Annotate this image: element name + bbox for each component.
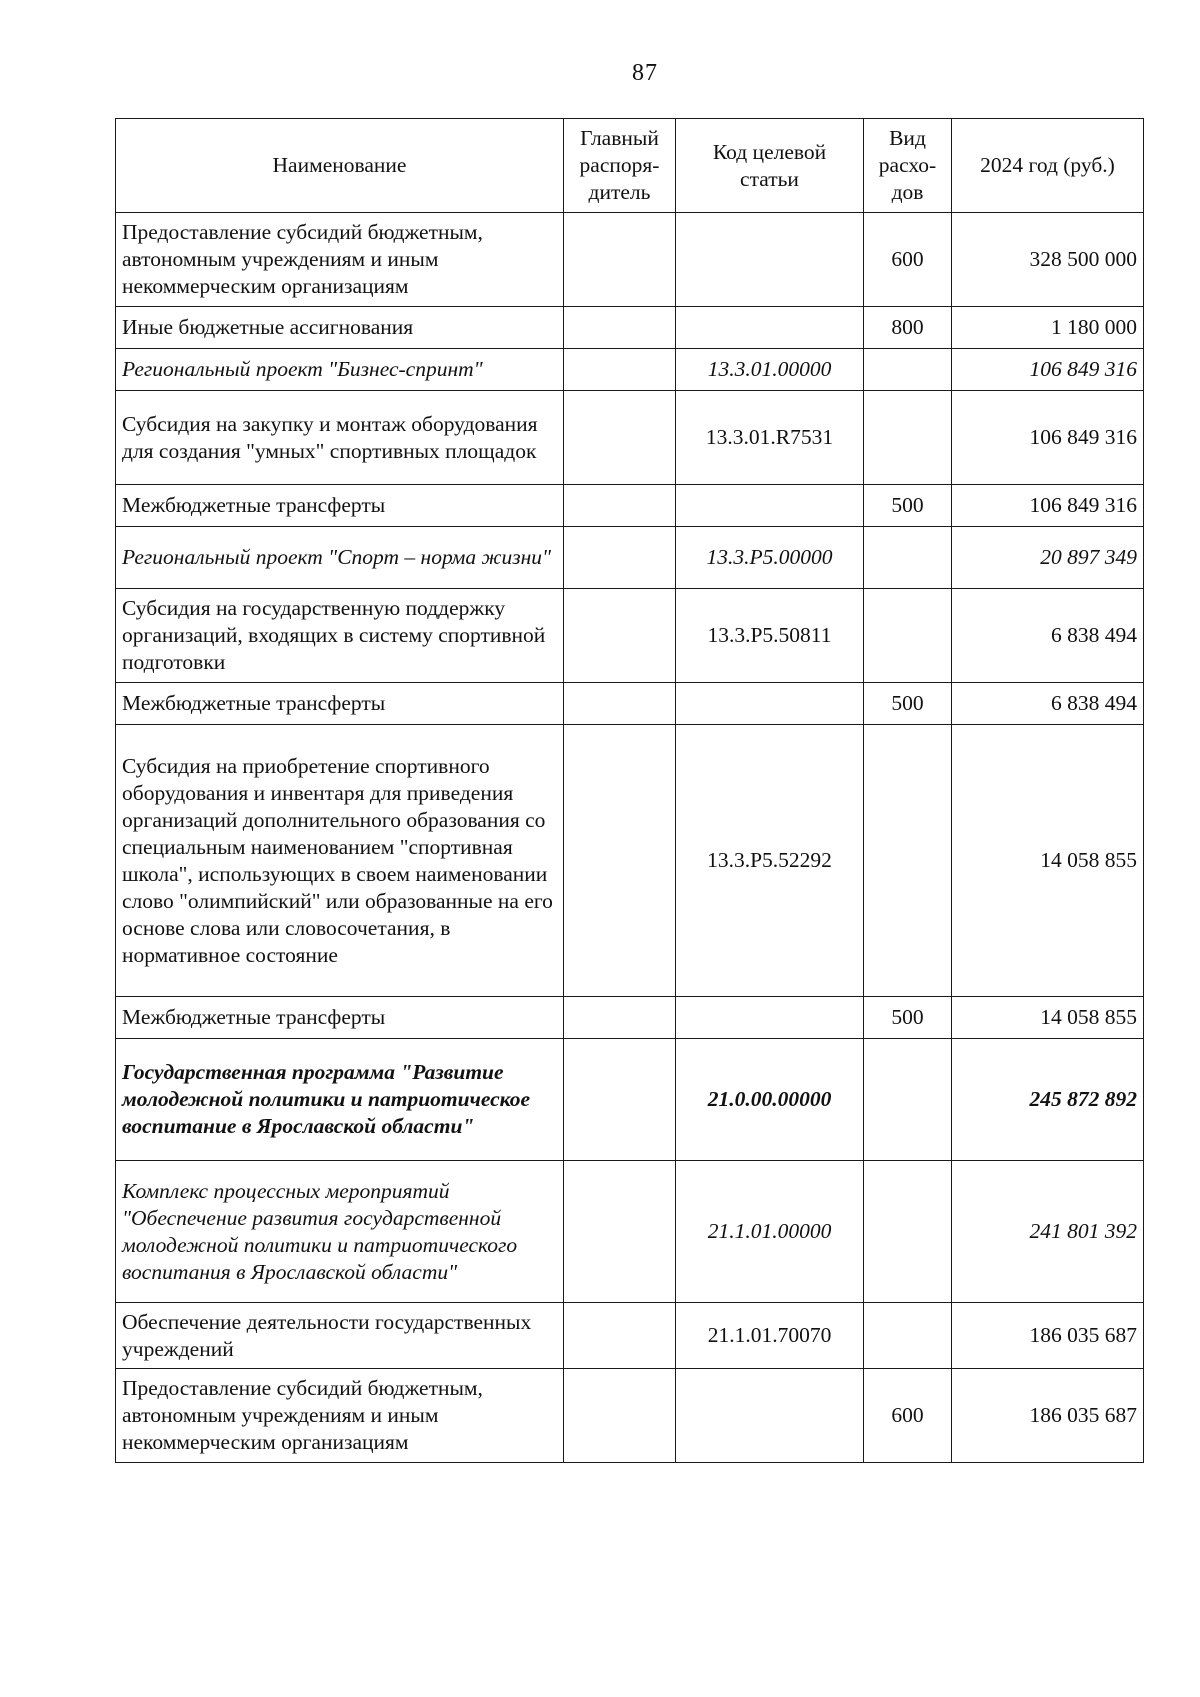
cell-kind: 500 (864, 683, 952, 725)
cell-kind: 600 (864, 213, 952, 307)
cell-manager (564, 307, 676, 349)
page-number: 87 (632, 60, 658, 86)
cell-manager (564, 1303, 676, 1369)
cell-name: Государственная программа "Развитие молодежной политики и патриотическое воспитание в Ярославской области" (116, 1039, 564, 1161)
cell-manager (564, 213, 676, 307)
cell-manager (564, 725, 676, 997)
table-row (116, 307, 1144, 349)
cell-name: Комплекс процессных мероприятий "Обеспечение развития государственной молодежной политики и патриотического воспитания в Ярославской области" (116, 1161, 564, 1303)
cell-code (676, 307, 864, 349)
cell-amount: 328 500 000 (952, 213, 1144, 307)
header-row (116, 119, 1144, 213)
cell-amount: 14 058 855 (952, 997, 1144, 1039)
cell-code (676, 485, 864, 527)
cell-code: 21.0.00.00000 (676, 1039, 864, 1161)
cell-amount: 186 035 687 (952, 1303, 1144, 1369)
cell-manager (564, 1039, 676, 1161)
cell-manager (564, 1161, 676, 1303)
cell-amount: 106 849 316 (952, 349, 1144, 391)
cell-name: Межбюджетные трансферты (116, 997, 564, 1039)
table-row (116, 391, 1144, 485)
cell-code: 13.3.P5.00000 (676, 527, 864, 589)
cell-code (676, 683, 864, 725)
cell-manager (564, 589, 676, 683)
cell-manager (564, 683, 676, 725)
cell-code: 21.1.01.70070 (676, 1303, 864, 1369)
table-body (116, 213, 1144, 1463)
cell-kind: 800 (864, 307, 952, 349)
cell-name: Предоставление субсидий бюджетным, автономным учреждениям и иным некоммерческим организациям (116, 1369, 564, 1463)
cell-name: Региональный проект "Спорт – норма жизни" (116, 527, 564, 589)
table-row (116, 1039, 1144, 1161)
cell-amount: 245 872 892 (952, 1039, 1144, 1161)
cell-kind: 500 (864, 485, 952, 527)
table-row (116, 589, 1144, 683)
cell-name: Предоставление субсидий бюджетным, автономным учреждениям и иным некоммерческим организациям (116, 213, 564, 307)
header-name: Наименование (116, 119, 564, 213)
cell-amount: 106 849 316 (952, 391, 1144, 485)
cell-code (676, 997, 864, 1039)
table-row (116, 485, 1144, 527)
table-row (116, 997, 1144, 1039)
budget-table (115, 118, 1144, 1463)
cell-manager (564, 349, 676, 391)
table-row (116, 527, 1144, 589)
cell-kind (864, 527, 952, 589)
cell-manager (564, 391, 676, 485)
cell-kind (864, 1039, 952, 1161)
header-kind: Вид расхо-дов (864, 119, 952, 213)
cell-code: 13.3.01.00000 (676, 349, 864, 391)
cell-kind (864, 1303, 952, 1369)
cell-kind (864, 391, 952, 485)
cell-code: 13.3.P5.52292 (676, 725, 864, 997)
header-code: Код целевой статьи (676, 119, 864, 213)
cell-kind (864, 725, 952, 997)
cell-code (676, 213, 864, 307)
cell-name: Региональный проект "Бизнес-спринт" (116, 349, 564, 391)
cell-code (676, 1369, 864, 1463)
cell-manager (564, 485, 676, 527)
cell-name: Субсидия на государственную поддержку организаций, входящих в систему спортивной подготовки (116, 589, 564, 683)
cell-name: Межбюджетные трансферты (116, 485, 564, 527)
header-manager: Главный распоря-дитель (564, 119, 676, 213)
cell-name: Субсидия на закупку и монтаж оборудования для создания "умных" спортивных площадок (116, 391, 564, 485)
cell-manager (564, 527, 676, 589)
cell-manager (564, 997, 676, 1039)
cell-kind: 500 (864, 997, 952, 1039)
cell-name: Межбюджетные трансферты (116, 683, 564, 725)
cell-amount: 6 838 494 (952, 683, 1144, 725)
cell-name: Субсидия на приобретение спортивного оборудования и инвентаря для приведения организаций дополнительного образования со специальным наименованием "спортивная школа", использующих в своем наименовании слово "олимпийский" или образованные на его основе слова или словосочетания, в нормативное состояние (116, 725, 564, 997)
cell-amount: 241 801 392 (952, 1161, 1144, 1303)
cell-code: 13.3.P5.50811 (676, 589, 864, 683)
cell-kind (864, 349, 952, 391)
cell-amount: 1 180 000 (952, 307, 1144, 349)
cell-amount: 6 838 494 (952, 589, 1144, 683)
cell-amount: 106 849 316 (952, 485, 1144, 527)
cell-amount: 14 058 855 (952, 725, 1144, 997)
cell-kind (864, 589, 952, 683)
table-row (116, 1369, 1144, 1463)
table-row (116, 1161, 1144, 1303)
table-header (116, 119, 1144, 213)
table-row (116, 349, 1144, 391)
cell-manager (564, 1369, 676, 1463)
cell-name: Обеспечение деятельности государственных учреждений (116, 1303, 564, 1369)
header-amount: 2024 год (руб.) (952, 119, 1144, 213)
table-row (116, 213, 1144, 307)
table-row (116, 1303, 1144, 1369)
cell-amount: 20 897 349 (952, 527, 1144, 589)
table-row (116, 683, 1144, 725)
cell-kind (864, 1161, 952, 1303)
cell-name: Иные бюджетные ассигнования (116, 307, 564, 349)
cell-code: 13.3.01.R7531 (676, 391, 864, 485)
cell-kind: 600 (864, 1369, 952, 1463)
cell-code: 21.1.01.00000 (676, 1161, 864, 1303)
cell-amount: 186 035 687 (952, 1369, 1144, 1463)
table-row (116, 725, 1144, 997)
